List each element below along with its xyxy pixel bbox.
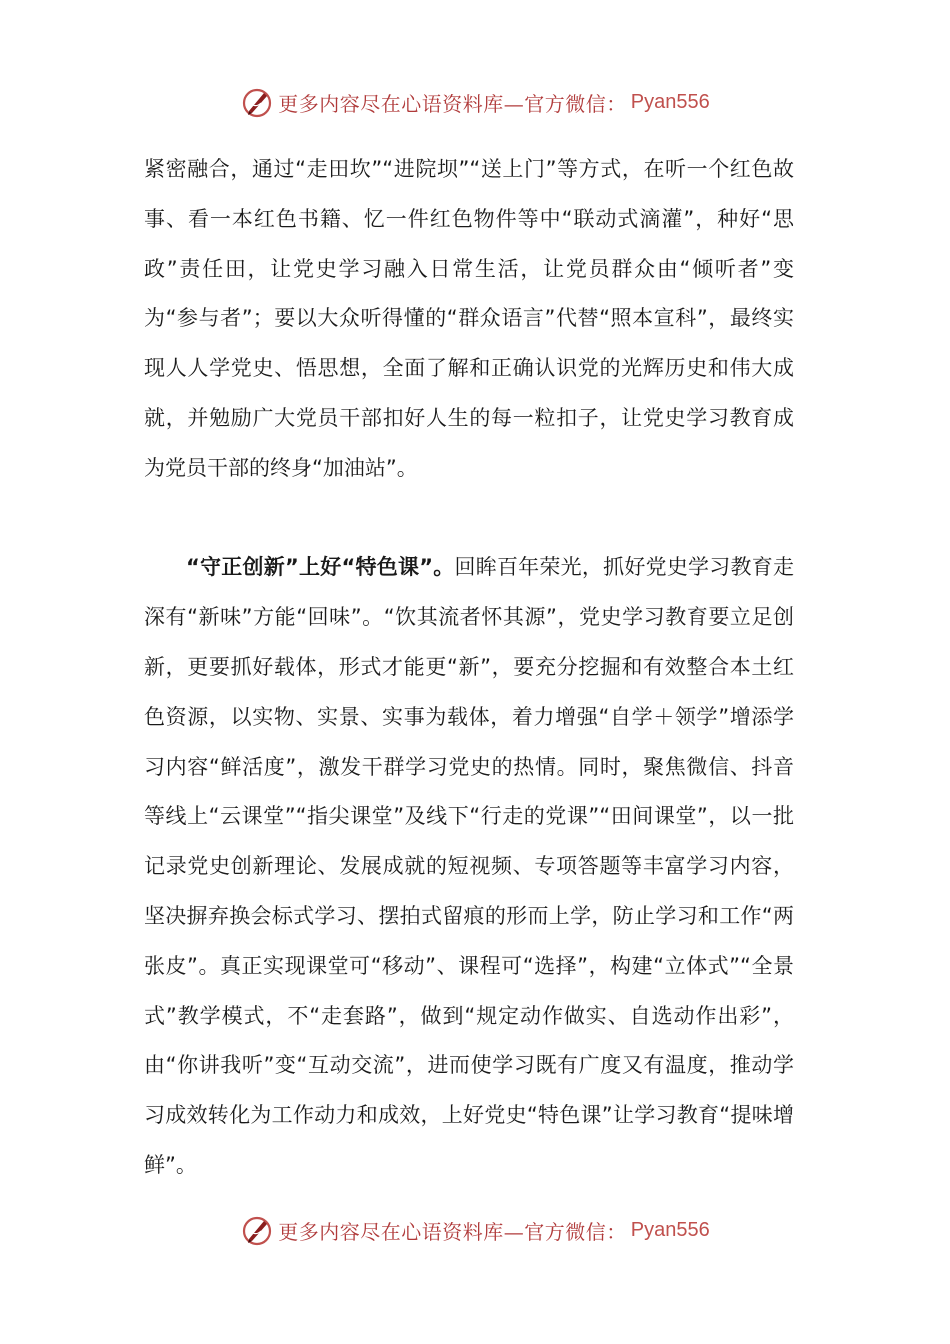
footer-banner bbox=[0, 1210, 950, 1250]
paragraph-2-lead: “守正创新”上好“特色课”。 bbox=[186, 555, 455, 580]
banner-text: 更多内容尽在心语资料库—官方微信： bbox=[278, 91, 627, 116]
header-banner bbox=[0, 82, 950, 122]
banner-account: Pyan556 bbox=[630, 1218, 710, 1241]
paragraph-2-text: 回眸百年荣光，抓好党史学习教育走深有“新味”方能“回味”。“饮其流者怀其源”，党史学习教育要立足创新，更要抓好载体，形式才能更“新”，要充分挖掘和有效整合本土红色资源，以实物、实景、实事为载体，着力增强“自学＋领学”增添学习内容“鲜活度”，激发干群学习党史的热情。同时，聚焦微信、抖音等线上“云课堂”“指尖课堂”及线下“行走的党课”“田间课堂”，以一批记录党史创新理论、发展成就的短视频、专项答题等丰富学习内容，坚决摒弃换会标式学习、摆拍式留痕的形而上学，防止学习和工作“两张皮”。真正实现课堂可“移动”、课程可“选择”，构建“立体式”“全景式”教学模式，不“走套路”，做到“规定动作做实、自选动作出彩”，由“你讲我听”变“互动交流”，进而使学习既有广度又有温度，推动学习成效转化为工作动力和成效，上好党史“特色课”让学习教育“提味增鲜”。 bbox=[144, 555, 794, 1177]
paragraph-gap bbox=[144, 494, 794, 544]
pen-circle-icon bbox=[240, 1213, 274, 1247]
banner-text: 更多内容尽在心语资料库—官方微信： bbox=[278, 1219, 627, 1244]
paragraph-1: 紧密融合，通过“走田坎”“进院坝”“送上门”等方式，在听一个红色故事、看一本红色书籍、忆一件红色物件等中“联动式滴灌”，种好“思政”责任田，让党史学习融入日常生活，让党员群众由“倾听者”变为“参与者”；要以大众听得懂的“群众语言”代替“照本宣科”，最终实现人人学党史、悟思想，全面了解和正确认识党的光辉历史和伟大成就，并勉励广大党员干部扣好人生的每一粒扣子，让党史学习教育成为党员干部的终身“加油站”。 bbox=[144, 157, 794, 480]
paragraph-2 bbox=[144, 543, 794, 1190]
document-body bbox=[144, 145, 794, 1191]
pen-circle-icon bbox=[240, 85, 274, 119]
banner-account: Pyan556 bbox=[630, 90, 710, 113]
